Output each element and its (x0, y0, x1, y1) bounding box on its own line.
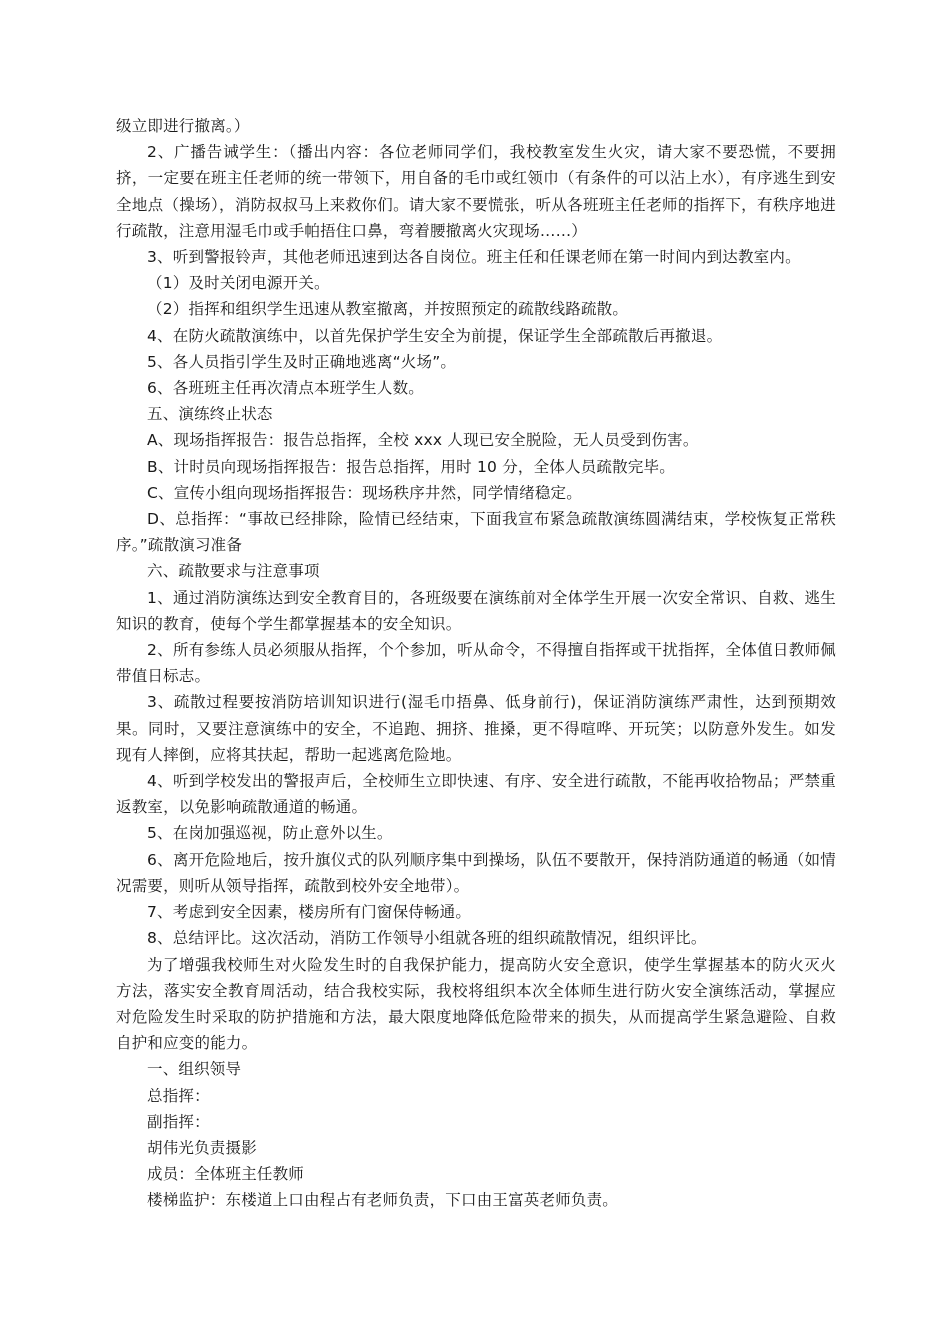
paragraph-report-c: C、宣传小组向现场指挥报告：现场秩序井然，同学情绪稳定。 (147, 483, 582, 502)
paragraph-requirement-5: 5、在岗加强巡视，防止意外以生。 (147, 824, 393, 843)
paragraph-report-d: D、总指挥：“事故已经排除，险情已经结束，下面我宣布紧急疏散演练圆满结束，学校恢复正常秩序。”疏散演习准备 (116, 510, 836, 555)
paragraph-direct-students: （2）指挥和组织学生迅速从教室撤离，并按照预定的疏散线路疏散。 (147, 300, 629, 319)
paragraph-evacuate-continuation: 级立即进行撤离。） (116, 117, 250, 135)
paragraph-alarm-positions: 3、听到警报铃声，其他老师迅速到达各自岗位。班主任和任课老师在第一时间内到达教室内。 (147, 248, 801, 267)
paragraph-report-b: B、计时员向现场指挥报告：报告总指挥，用时 10 分，全体人员疏散完毕。 (147, 457, 675, 476)
paragraph-requirement-1: 1、通过消防演练达到安全教育目的，各班级要在演练前对全体学生开展一次安全常识、自救、逃生知识的教育，使每个学生都掌握基本的安全知识。 (116, 588, 836, 633)
paragraph-guide-students: 5、各人员指引学生及时正确地逃离“火场”。 (147, 352, 457, 371)
section-heading-organization: 一、组织领导 (147, 1060, 242, 1079)
paragraph-requirement-3: 3、疏散过程要按消防培训知识进行(湿毛巾捂鼻、低身前行)，保证消防演练严肃性，达到预期效果。同时，又要注意演练中的安全，不追跑、拥挤、推搡，更不得喧哗、开玩笑；以防意外发生。如发现有人摔倒，应将其扶起，帮助一起逃离危险地。 (116, 693, 836, 764)
paragraph-power-off: （1）及时关闭电源开关。 (147, 274, 330, 293)
paragraph-report-a: A、现场指挥报告：报告总指挥，全校 xxx 人现已安全脱险，无人员受到伤害。 (147, 431, 699, 450)
paragraph-headcount: 6、各班班主任再次清点本班学生人数。 (147, 379, 424, 398)
paragraph-requirement-2: 2、所有参练人员必须服从指挥，个个参加，听从命令，不得擅自指挥或干扰指挥，全体值日教师佩带值日标志。 (116, 641, 836, 686)
paragraph-deputy-commander: 副指挥： (147, 1112, 210, 1131)
paragraph-safety-first: 4、在防火疏散演练中，以首先保护学生安全为前提，保证学生全部疏散后再撤退。 (147, 326, 723, 345)
paragraph-stair-monitor: 楼梯监护：东楼道上口由程占有老师负责，下口由王富英老师负责。 (147, 1191, 619, 1210)
paragraph-requirement-7: 7、考虑到安全因素，楼房所有门窗保侍畅通。 (147, 903, 472, 922)
paragraph-photographer: 胡伟光负责摄影 (147, 1138, 257, 1157)
paragraph-requirement-6: 6、离开危险地后，按升旗仪式的队列顺序集中到操场，队伍不要散开，保持消防通道的畅通（如情况需要，则听从领导指挥，疏散到校外安全地带）。 (116, 850, 836, 895)
paragraph-commander: 总指挥： (147, 1086, 210, 1105)
section-heading-drill-end: 五、演练终止状态 (147, 405, 273, 424)
paragraph-requirement-4: 4、听到学校发出的警报声后，全校师生立即快速、有序、安全进行疏散，不能再收拾物品；严禁重返教室，以免影响疏散通道的畅通。 (116, 772, 836, 817)
paragraph-members: 成员：全体班主任教师 (147, 1165, 305, 1184)
section-heading-requirements: 六、疏散要求与注意事项 (147, 562, 320, 581)
document-body (116, 113, 836, 1214)
paragraph-introduction: 为了增强我校师生对火险发生时的自我保护能力，提高防火安全意识，使学生掌握基本的防火灭火方法，落实安全教育周活动，结合我校实际，我校将组织本次全体师生进行防火安全演练活动，掌握应对危险发生时采取的防护措施和方法，最大限度地降低危险带来的损失，从而提高学生紧急避险、自救自护和应变的能力。 (116, 955, 836, 1053)
paragraph-requirement-8: 8、总结评比。这次活动，消防工作领导小组就各班的组织疏散情况，组织评比。 (147, 929, 707, 948)
paragraph-broadcast-warning: 2、广播告诫学生：（播出内容：各位老师同学们，我校教室发生火灾，请大家不要恐慌，不要拥挤，一定要在班主任老师的统一带领下，用自备的毛巾或红领巾（有条件的可以沾上水），有序逃生到安全地点（操场），消防叔叔马上来救你们。请大家不要慌张，听从各班班主任老师的指挥下，有秩序地进行疏散，注意用湿毛巾或手帕捂住口鼻，弯着腰撤离火灾现场……） (116, 143, 836, 240)
